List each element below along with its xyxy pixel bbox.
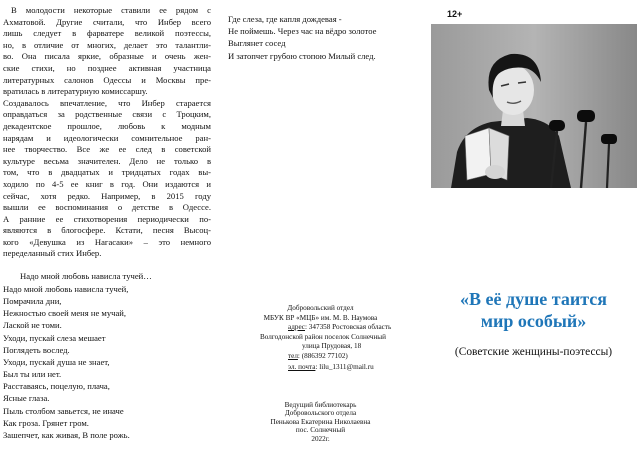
poem-line: И затопчет грубою стопою Милый след. (228, 50, 376, 61)
poem-line: Нежностью своей меня не мучай, (3, 308, 127, 319)
poem-line: Где слеза, где капля дождевая - (228, 14, 342, 24)
poet-photo-illustration (431, 24, 637, 188)
brochure-subtitle: (Советские женщины-поэтессы) (454, 346, 613, 358)
paragraph-line: во. Она писала яркие, образные и очень жен- (3, 51, 211, 62)
poem-line: Уходи, пускай душа не знает, (3, 356, 110, 367)
poem-line: Не поймешь. Через час на вёдро золотое (228, 26, 377, 37)
email-text[interactable]: : lilu_1311@mail.ru (315, 362, 374, 371)
paragraph-line: литературных салонов Одессы и Москвы пре- (3, 74, 211, 85)
organization-name (214, 304, 427, 323)
address-text: : 347358 Ростовская область (305, 323, 392, 331)
title-line: «В её душе таится (460, 289, 607, 309)
biography-paragraph (3, 5, 211, 260)
microphone-3 (601, 134, 617, 144)
paragraph-line: оправдаться за родственные связи с Троцким, (3, 109, 211, 120)
poem-line: Поглядеть вослед. (3, 344, 70, 355)
brochure-title (427, 288, 640, 332)
poem-line: Помрачила дни, (3, 296, 62, 307)
poem-verse (3, 283, 130, 441)
paragraph-line: вратилась в литературную комиссаршу. (3, 86, 148, 97)
address-line (288, 323, 391, 333)
poem-line: Ясные глаза. (3, 393, 50, 404)
poem-line: Как гроза. Грянет гром. (3, 417, 89, 428)
paragraph-line: лишь следует в фарватере великой поэтессы, (3, 28, 211, 39)
contact-info (260, 323, 392, 372)
paragraph-line: переделанный стих Инбер. (3, 248, 102, 259)
paragraph-line: нее творчество. Все же ее след в советской (3, 144, 211, 155)
email-label: эл. почта (288, 362, 316, 371)
poem-line: Надо мной любовь нависла тучей, (3, 284, 129, 294)
paragraph-line: культуре весьма значителен. Дело не только в (3, 155, 211, 166)
phone-line (288, 352, 391, 362)
librarian-signature (214, 401, 427, 443)
phone-text: : (886392 77102) (297, 352, 348, 361)
email-line[interactable] (288, 363, 391, 373)
address-label: адрес (288, 323, 306, 331)
middle-panel (214, 0, 427, 452)
microphone-2 (577, 110, 595, 122)
poem-line: Выглянет сосед (228, 38, 286, 49)
paragraph-line: вышли ее воспоминания о детстве в Одессе. (3, 202, 211, 213)
poem-line: Уходи, пускай слеза мешает (3, 332, 106, 343)
poem-line: Лаской не томи. (3, 320, 62, 331)
eye-right (518, 82, 526, 83)
paragraph-line: кого «Девушка из Нагасаки» – это немного (3, 236, 211, 247)
paragraph-line: нарядам и идеологически сомнительное ран- (3, 132, 211, 143)
left-panel (0, 0, 214, 452)
paragraph-line: декадентское прошлое, любовь к модным (3, 120, 211, 131)
signature-line: пос. Солнечный (295, 426, 346, 435)
poem-continuation (228, 13, 376, 62)
poem-line: Расставаясь, поцелую, плача, (3, 381, 110, 392)
age-rating-badge: 12+ (447, 9, 463, 19)
paragraph-line: ходило по 4-5 ее книг в год. Они издаются и (3, 178, 211, 189)
signature-line: 2022г. (311, 434, 330, 443)
paragraph-line: Ахматовой. Другие считали, что Инбер всего (3, 16, 211, 27)
hand-shape (485, 165, 505, 179)
poem-line: Зашепчет, как живая, В поле рожь. (3, 429, 130, 440)
org-line: Добровольский отдел (287, 304, 354, 312)
title-line: мир особый» (480, 311, 587, 331)
signature-line: Ведущий библиотекарь (284, 401, 357, 409)
signature-line: Добровольского отдела (284, 409, 357, 418)
paragraph-line: А ранние ее стихотворения периодически по- (3, 213, 211, 224)
right-panel (427, 0, 640, 452)
poem-line: Пыль столбом завьется, не иначе (3, 405, 124, 416)
paragraph-line: но, в отличие от многих, делает это талантли- (3, 39, 211, 50)
address-line: улица Прудовая, 18 (302, 342, 362, 351)
paragraph-line: являются в блогосфере. Кстати, песня Высоц- (3, 225, 211, 236)
poem-line: Был ты или нет. (3, 369, 62, 380)
org-line: МБУК ВР «МЦБ» им. М. В. Наумова (263, 313, 378, 322)
paragraph-line: Создавалось впечатление, что Инбер старается (3, 97, 211, 108)
paragraph-line: сейчас, хотя редко. Например, в 2015 году (3, 190, 211, 201)
microphone-1 (549, 120, 565, 131)
paragraph-line: ские стихи, но позднее активная участница (3, 62, 211, 73)
address-line: Волгодонской район поселок Солнечный (260, 332, 386, 341)
signature-line: Пенькова Екатерина Николаевна (270, 417, 371, 426)
phone-label: тел (288, 352, 298, 361)
paragraph-line: том, что в двадцатых и тридцатых годах вы- (3, 167, 211, 178)
paragraph-line: В молодости некоторые ставили ее рядом с (11, 5, 211, 15)
poet-photo (431, 24, 637, 188)
poem-title: Надо мной любовь нависла тучей… (20, 271, 152, 281)
